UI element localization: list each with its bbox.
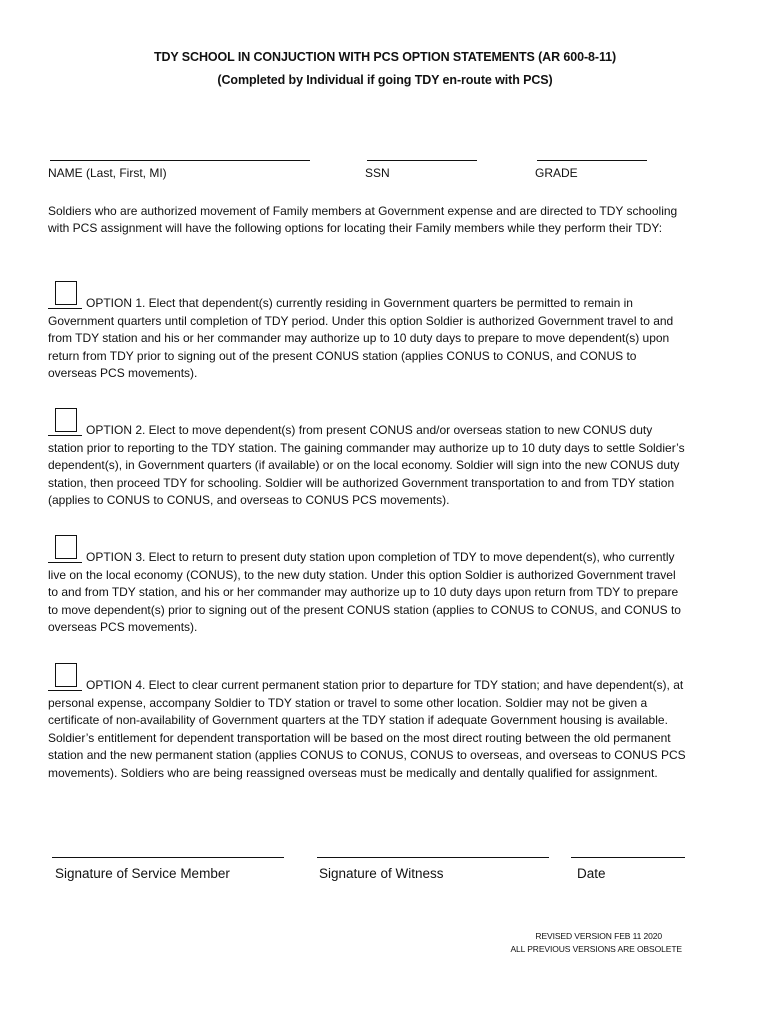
option-2-checkbox[interactable]: [55, 408, 77, 432]
form-title: TDY SCHOOL IN CONJUCTION WITH PCS OPTION STATEMENTS (AR 600-8-11): [153, 50, 617, 64]
grade-field[interactable]: [537, 160, 647, 161]
witness-signature-label: Signature of Witness: [319, 866, 444, 881]
option-1-checkbox[interactable]: [55, 281, 77, 305]
option-2: [48, 422, 688, 510]
option-1-text: OPTION 1. Elect that dependent(s) currently residing in Government quarters be permitted to remain in Government quarters until completion of TDY period. Under this option Soldier is authorized Government travel to and from TDY station and his or her commander may authorize up to 10 duty days to prepare to move dependent(s) upon return from TDY prior to signing out of the present CONUS station (applies CONUS to CONUS, and CONUS to overseas PCS movements).: [48, 296, 674, 381]
witness-signature-field[interactable]: [317, 857, 549, 858]
option-4: [48, 677, 688, 783]
option-4-text: OPTION 4. Elect to clear current permanent station prior to departure for TDY station; and have dependent(s), at personal expense, accompany Soldier to TDY station or travel to some other location. Soldier may not be given a certificate of non-availability of Government quarters at the TDY station if adequate Government housing is available. Soldier’s entitlement for dependent transportation will be based on the most direct routing between the old permanent station and the new permanent station (applies CONUS to CONUS, CONUS to overseas, and overseas to CONUS PCS movements). Soldiers who are being reassigned overseas must be medically and dentally qualified for assignment.: [48, 678, 686, 780]
option-4-checkbox[interactable]: [55, 663, 77, 687]
service-member-signature-label: Signature of Service Member: [55, 866, 230, 881]
ssn-label: SSN: [365, 166, 390, 180]
grade-label: GRADE: [535, 166, 578, 180]
option-3: [48, 549, 688, 637]
form-subtitle: (Completed by Individual if going TDY en-route with PCS): [217, 73, 553, 87]
option-3-blank-line: [48, 562, 82, 563]
name-field[interactable]: [50, 160, 310, 161]
name-label: NAME (Last, First, MI): [48, 166, 167, 180]
date-label: Date: [577, 866, 606, 881]
option-3-text: OPTION 3. Elect to return to present duty station upon completion of TDY to move dependent(s), who currently live on the local economy (CONUS), to the new duty station. Under this option Soldier is authorized Government travel to and from TDY station, and his or her commander may authorize up to 10 duty days upon return from TDY to prepare to move dependent(s) prior to signing out of the present CONUS station (applies to CONUS to CONUS, and CONUS to overseas PCS movements).: [48, 550, 681, 635]
option-2-blank-line: [48, 435, 82, 436]
option-2-text: OPTION 2. Elect to move dependent(s) from present CONUS and/or overseas station to new CONUS duty station prior to reporting to the TDY station. The gaining commander may authorize up to 10 duty days to settle Soldier’s dependent(s), in Government quarters (if available) or on the local economy. Soldier will sign into the new CONUS duty station, then proceed TDY for schooling. Soldier will be authorized Government transportation to and from TDY station (applies to CONUS to CONUS, and overseas to CONUS PCS movements).: [48, 423, 685, 508]
service-member-signature-field[interactable]: [52, 857, 284, 858]
obsolete-note: ALL PREVIOUS VERSIONS ARE OBSOLETE: [510, 944, 682, 954]
option-4-blank-line: [48, 690, 82, 691]
ssn-field[interactable]: [367, 160, 477, 161]
date-field[interactable]: [571, 857, 685, 858]
option-3-checkbox[interactable]: [55, 535, 77, 559]
option-1-blank-line: [48, 308, 82, 309]
option-1: [48, 295, 688, 383]
revision-note: REVISED VERSION FEB 11 2020: [535, 931, 662, 941]
intro-paragraph: Soldiers who are authorized movement of Family members at Government expense and are directed to TDY schooling with PCS assignment will have the following options for locating their Family members while they perform their TDY:: [48, 204, 678, 236]
